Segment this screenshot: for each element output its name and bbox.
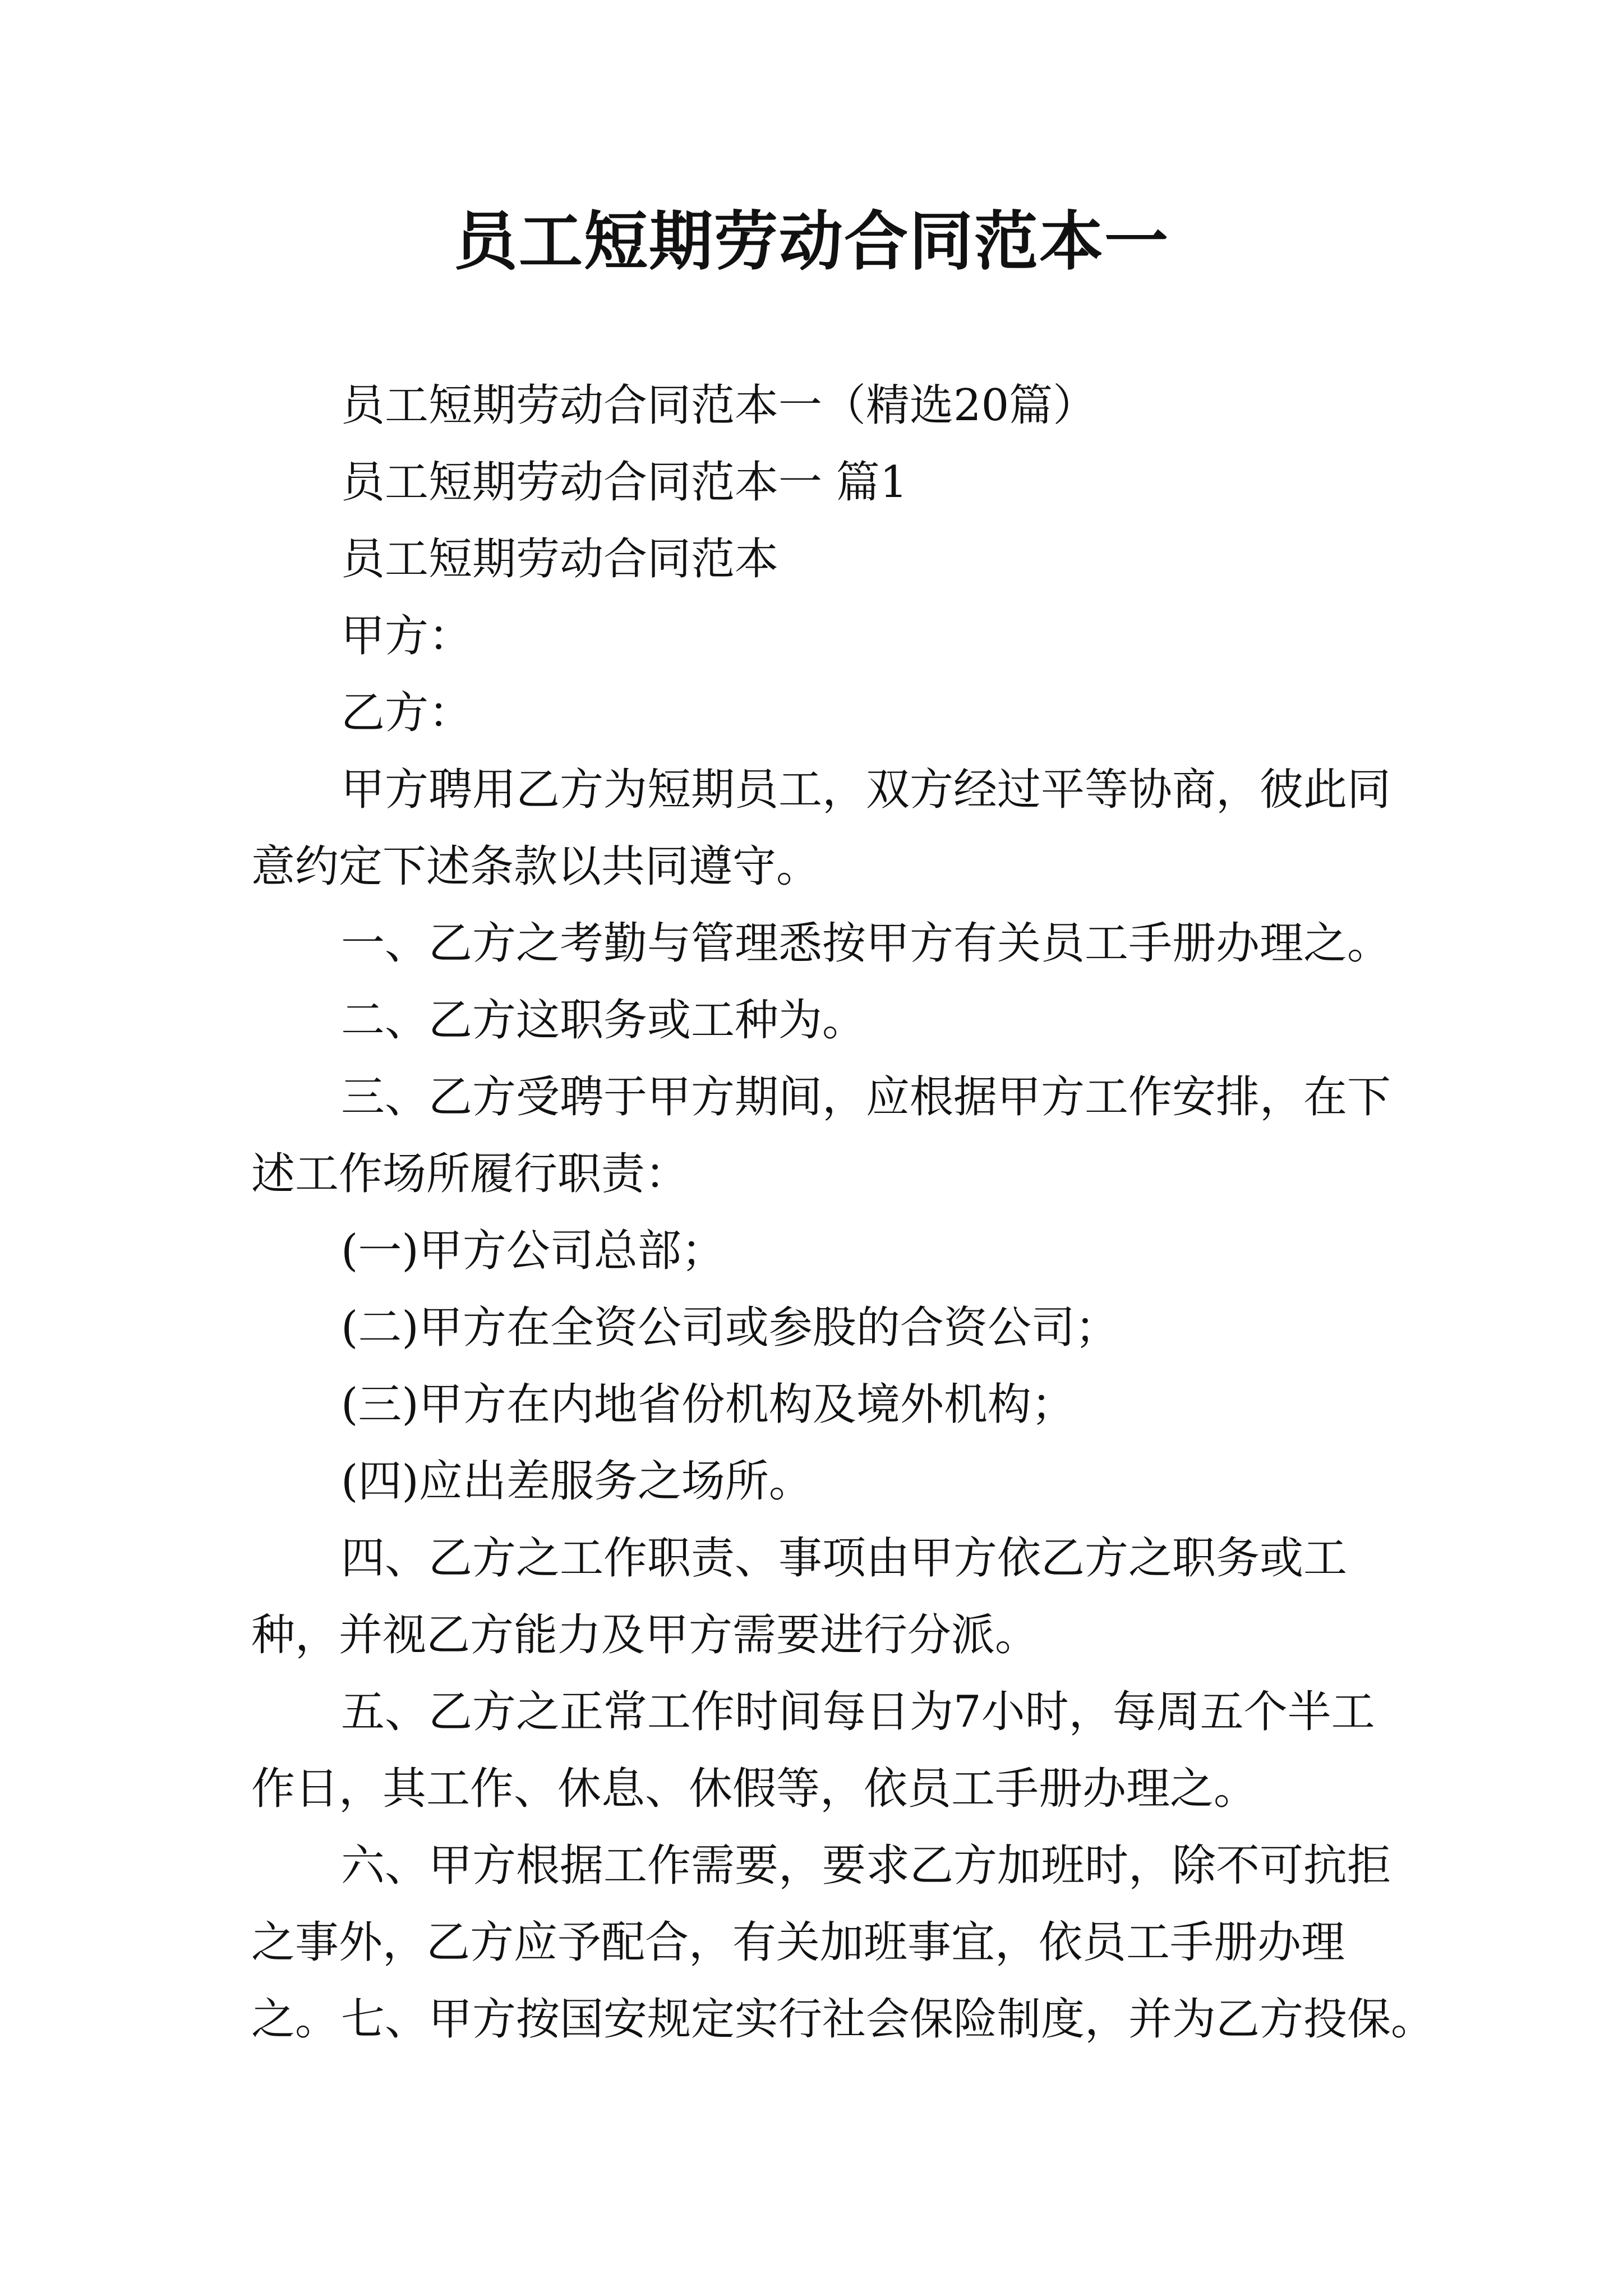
paragraph: 五、乙方之正常工作时间每日为7小时，每周五个半工作日，其工作、休息、休假等，依员工手册办理之。: [251, 1687, 1375, 1814]
paragraph: 四、乙方之工作职责、事项由甲方依乙方之职务或工种，并视乙方能力及甲方需要进行分派。: [251, 1533, 1348, 1660]
paragraph: (四)应出差服务之场所。: [341, 1456, 813, 1507]
paragraph: 六、甲方根据工作需要，要求乙方加班时，除不可抗拒之事外，乙方应予配合，有关加班事宜，依员工手册办理之。: [251, 1841, 1391, 2045]
paragraph: (一)甲方公司总部；: [341, 1226, 725, 1276]
paragraph: 甲方聘用乙方为短期员工，双方经过平等协商，彼此同意约定下述条款以共同遵守。: [251, 765, 1391, 892]
paragraph: 二、乙方这职务或工种为。: [341, 995, 866, 1046]
paragraph: 一、乙方之考勤与管理悉按甲方有关员工手册办理之。: [341, 918, 1391, 969]
paragraph: 甲方：: [341, 611, 473, 661]
paragraph: 乙方：: [341, 688, 473, 738]
paragraph: 员工短期劳动合同范本一（精选20篇）: [341, 380, 1097, 431]
paragraph: 员工短期劳动合同范本一 篇1: [341, 457, 908, 508]
paragraph: 七、甲方按国安规定实行社会保险制度，并为乙方投保。: [341, 1994, 1435, 2045]
paragraph: (三)甲方在内地省份机构及境外机构；: [341, 1379, 1075, 1430]
paragraph: 三、乙方受聘于甲方期间，应根据甲方工作安排，在下述工作场所履行职责：: [251, 1072, 1391, 1199]
document-title: 员工短期劳动合同范本一: [453, 204, 1169, 279]
paragraph: (二)甲方在全资公司或参股的合资公司；: [341, 1303, 1119, 1353]
paragraph: 员工短期劳动合同范本: [341, 534, 779, 585]
